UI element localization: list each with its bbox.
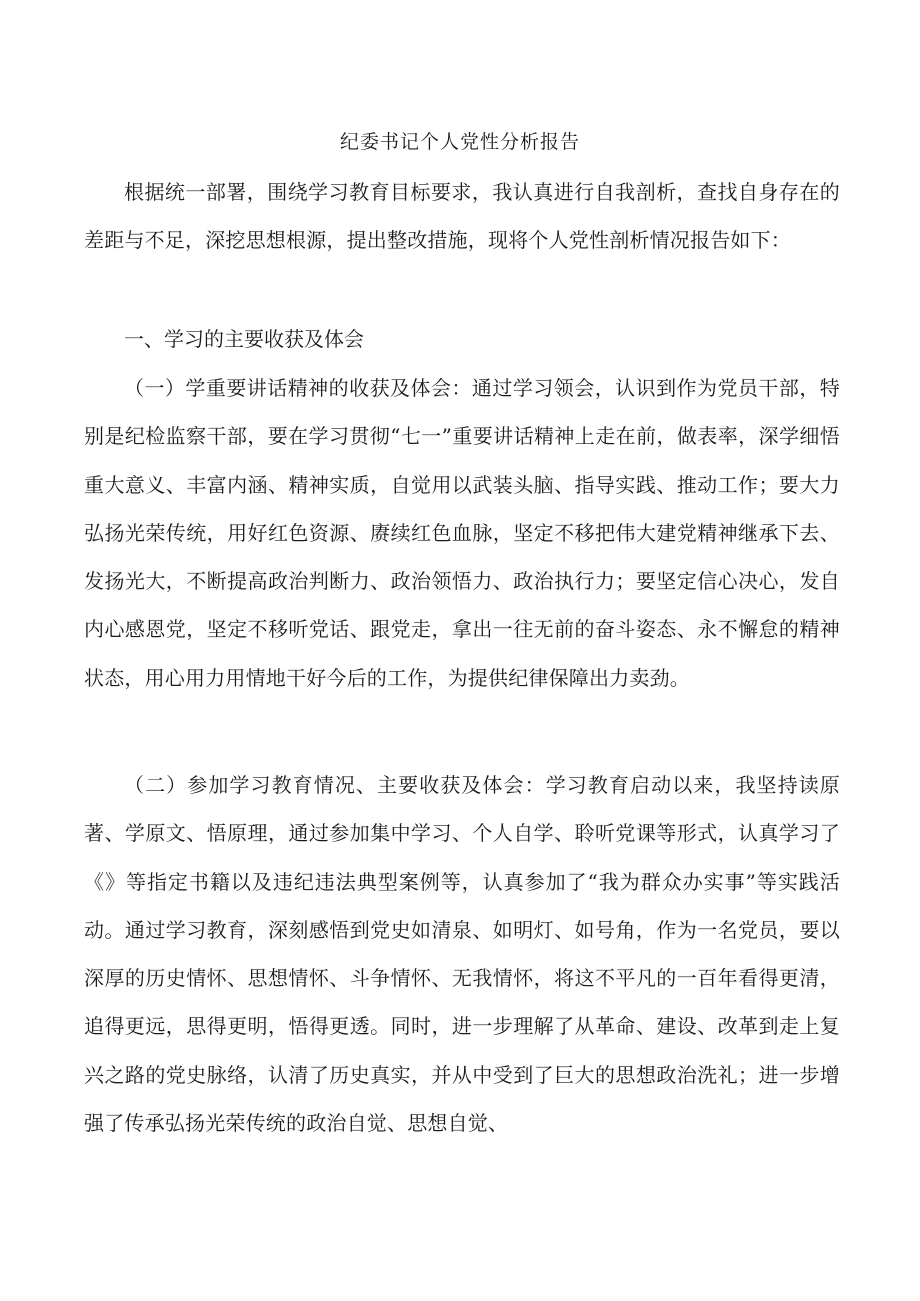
document-title: 纪委书记个人党性分析报告	[339, 131, 580, 153]
section-heading-1: 一、学习的主要收获及体会	[124, 327, 364, 351]
paragraph-1: （一）学重要讲话精神的收获及体会：通过学习领会，认识到作为党员干部，特别是纪检监察干部，要在学习贯彻“七一”重要讲话精神上走在前，做表率，深学细悟重大意义、丰富内涵、精神实质，自觉用以武装头脑、指导实践、推动工作；要大力弘扬光荣传统，用好红色资源、赓续红色血脉，坚定不移把伟大建党精神继承下去、发扬光大，不断提高政治判断力、政治领悟力、政治执行力；要坚定信心决心，发自内心感恩党，坚定不移听党话、跟党走，拿出一往无前的奋斗姿态、永不懈怠的精神状态，用心用力用情地干好今后的工作，为提供纪律保障出力卖劲。	[84, 376, 840, 690]
intro-paragraph: 根据统一部署，围绕学习教育目标要求，我认真进行自我剖析，查找自身存在的差距与不足，深挖思想根源，提出整改措施，现将个人党性剖析情况报告如下：	[84, 180, 840, 253]
paragraph-2: （二）参加学习教育情况、主要收获及体会：学习教育启动以来，我坚持读原著、学原文、悟原理，通过参加集中学习、个人自学、聆听党课等形式，认真学习了《》等指定书籍以及违纪违法典型案例等，认真参加了“我为群众办实事”等实践活动。通过学习教育，深刻感悟到党史如清泉、如明灯、如号角，作为一名党员，要以深厚的历史情怀、思想情怀、斗争情怀、无我情怀，将这不平凡的一百年看得更清，追得更远，思得更明，悟得更透。同时，进一步理解了从革命、建设、改革到走上复兴之路的党史脉络，认清了历史真实，并从中受到了巨大的思想政治洗礼；进一步增强了传承弘扬光荣传统的政治自觉、思想自觉、	[84, 773, 840, 1136]
